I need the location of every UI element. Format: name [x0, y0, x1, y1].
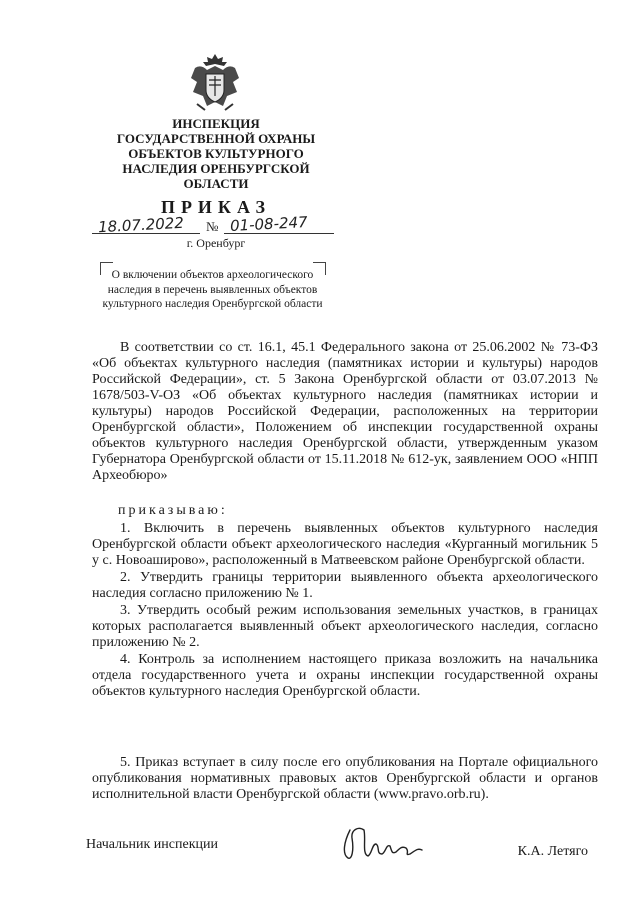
- coat-of-arms-emblem: [187, 52, 243, 114]
- number-sign: №: [206, 219, 219, 234]
- city-line: г. Оренбург: [186, 236, 246, 250]
- date-underline: [92, 233, 200, 234]
- issuing-authority: [100, 116, 332, 191]
- order-item-5: 5. Приказ вступает в силу после его опубликования на Портале официального опубликования нормативных правовых актов Оренбургской области и органов исполнительной власти Оренбургской области (www.pravo.orb.ru).: [92, 755, 598, 802]
- order-item-1: 1. Включить в перечень выявленных объектов культурного наследия Оренбургской области объект археологического наследия «Курганный могильник 5 у с. Новоаширово», расположенный в Матвеевском районе Оренбургской области.: [92, 521, 598, 568]
- number-underline: [224, 233, 334, 234]
- preamble-paragraph: В соответствии со ст. 16.1, 45.1 Федерального закона от 25.06.2002 № 73-ФЗ «Об объектах культурного наследия (памятниках истории и культуры) народов Российской Федерации», ст. 5 Закона Оренбургской области от 03.07.2013 № 1678/503-V-ОЗ «Об объектах культурного наследия (памятниках истории и культуры) народов Российской Федерации, расположенных на территории Оренбургской области», Положением об инспекции государственной охраны объектов культурного наследия Оренбургской области, утвержденным указом Губернатора Оренбургской области от 15.11.2018 № 612-ук, заявлением ООО «НПП Археобюро»: [92, 340, 598, 483]
- authority-line: ОБЛАСТИ: [183, 176, 249, 191]
- order-items: [92, 521, 598, 700]
- order-word: приказываю:: [118, 503, 228, 518]
- order-item-2: 2. Утвердить границы территории выявленного объекта археологического наследия согласно приложению № 1.: [92, 570, 598, 601]
- order-item-4: 4. Контроль за исполнением настоящего приказа возложить на начальника отдела государственного учета и охраны инспекции государственной охраны объектов культурного наследия Оренбургской области.: [92, 652, 598, 699]
- order-item-3: 3. Утвердить особый режим использования земельных участков, в границах которых располагается выявленный объект археологического наследия, согласно приложению № 2.: [92, 603, 598, 650]
- authority-line: ИНСПЕКЦИЯ: [172, 116, 260, 131]
- date-number-line: [90, 214, 360, 238]
- order-number: 01-08-247: [229, 212, 309, 236]
- handwritten-signature: [338, 820, 428, 866]
- authority-line: ОБЪЕКТОВ КУЛЬТУРНОГО: [128, 146, 304, 161]
- document-type-title: ПРИКАЗ: [160, 197, 272, 217]
- order-date: 18.07.2022: [97, 213, 185, 237]
- authority-line: НАСЛЕДИЯ ОРЕНБУРГСКОЙ: [122, 161, 310, 176]
- order-subject: О включении объектов археологического наследия в перечень выявленных объектов культурного наследия Оренбургской области: [102, 269, 323, 310]
- signer-name: К.А. Летяго: [517, 844, 588, 859]
- signer-position: Начальник инспекции: [86, 837, 218, 852]
- signature-block: [86, 820, 598, 870]
- authority-line: ГОСУДАРСТВЕННОЙ ОХРАНЫ: [116, 131, 316, 146]
